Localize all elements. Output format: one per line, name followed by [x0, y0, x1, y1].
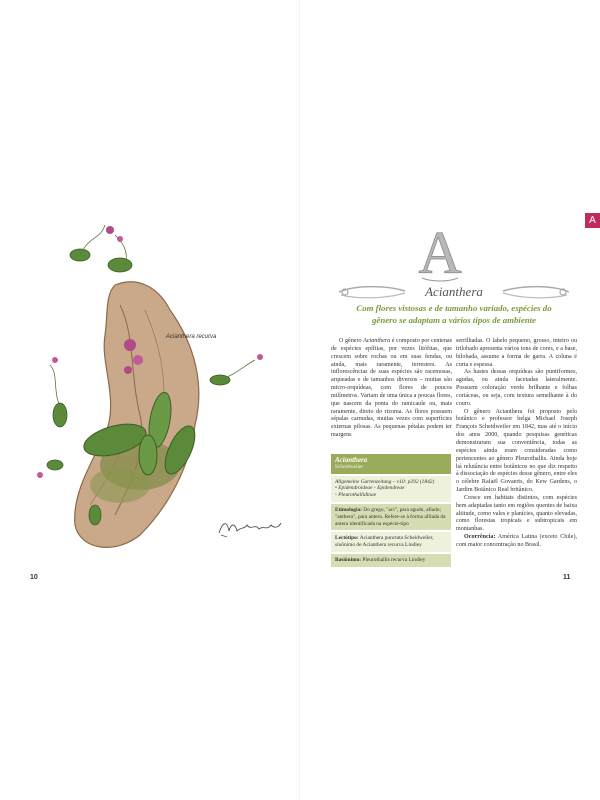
- paragraph: As hastes dessas orquídeas são puntiformes, agudas, ou ainda facetadas lateralmente. Possuem coloração verde brilhante e folhas coriáceas, ou seja, com textura semelhante à do couro.: [456, 369, 577, 407]
- subtitle-line-1: Com flores vistosas e de tamanho variado, espécies do: [356, 303, 552, 313]
- illustration-caption: Acianthera recurva: [166, 334, 217, 340]
- info-box-lectotype: Lectótipo: Acianthera punctata Scheidweiler, sinônimo de Acianthera recurva Lindley: [331, 530, 451, 552]
- info-box-header: [331, 454, 451, 474]
- genus-info-box: [331, 454, 451, 567]
- info-box-basionym: Basiônimo: Pleurothallis recurva Lindley: [331, 552, 451, 567]
- info-box-author: Scheidweiler: [335, 463, 364, 470]
- info-box-title: Acianthera: [335, 456, 368, 464]
- paragraph-occurrence: Ocorrência: América Latina (exceto Chile), com maior concentração no Brasil.: [456, 534, 577, 548]
- chapter-tab: A: [585, 213, 600, 228]
- text-column-2: [456, 338, 577, 550]
- paragraph: Cresce em habitats distintos, com espécies bem adaptadas tanto em regiões quentes de baixa altitude, como vales e planícies, quanto elevadas, como florestas tropicais e subtropicais em montanhas.: [456, 494, 577, 533]
- paragraph: O gênero Acianthera foi proposto pelo botânico e professor belga Michael Joseph François Scheidweiler em 1842, mas até o início dos anos 2000, quando pesquisas genéticas demonstraram sua conveniência, todas as espécies ainda eram consideradas como pertencentes ao gênero Pleurothallis. Ainda hoje há relutância entre botânicos no que diz respeito à dissociação de espécies desse gênero, entre eles o célebre Rafaël Govaerts, do Kew Gardens, o Jardim Botânico Real britânico.: [456, 408, 577, 494]
- subtitle-line-2: gênero se adaptam a vários tipos de ambiente: [372, 315, 536, 325]
- artist-signature: [215, 517, 285, 539]
- info-box-etymology: Etimologia: Do grego, "aci", para agudo, afiado; "anthera", para antera. Refere-se à forma afilada da antera identificada na espécie-tipo: [331, 502, 451, 530]
- orchid-illustration: [20, 215, 290, 560]
- decorative-initial: [412, 218, 468, 284]
- page-number-left: 10: [30, 574, 38, 581]
- big-letter: A: [418, 220, 462, 284]
- paragraph: serrilhadas. O labelo pequeno, grosso, inteiro ou trilobado apresenta vários tons de cores, e a base, bilobada, assume a forma de garra. A coluna é curta e espessa.: [456, 338, 577, 368]
- page-number-right: 11: [563, 574, 571, 581]
- subtitle: [336, 302, 572, 326]
- text-column-1: [331, 338, 452, 440]
- title-ornament-row: [335, 281, 573, 303]
- genus-title: Acianthera: [425, 284, 483, 299]
- paragraph: O gênero Acianthera é composto por centenas de espécies epífitas, por vezes litófitas, que crescem sobre rochas ou em suas fendas, ou ainda, mais raramente, terrestres. As inflorescências de suas espécies são racemosas, arqueadas e de tamanhos diversos – muitas são micro-orquídeas, com flores de poucos milímetros. Variam de uma única a poucas flores, que nascem da ponta do ramicaule ou, mais raramente, direto do rizoma. As flores possuem sépalas carnudas, muitas vezes com superfícies externas pilosas. As pequenas pétalas podem ter margens: [331, 338, 452, 439]
- info-box-reference: Allgemeine Gartenzeitung – v10: p292 (1842) • Epidendroideae ◦ Epidendreae ◦ Pleurothallidinae: [331, 474, 451, 502]
